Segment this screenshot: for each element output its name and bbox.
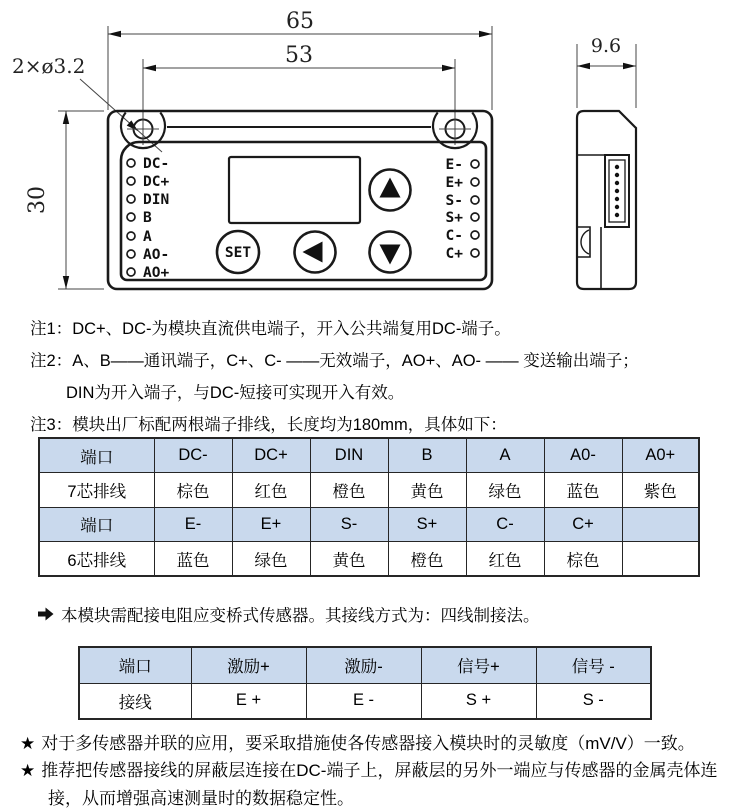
terminal-hole bbox=[127, 213, 135, 221]
dim-value: 65 bbox=[286, 9, 314, 34]
terminal-label: S- bbox=[445, 193, 463, 209]
table-cell: 激励+ bbox=[191, 647, 306, 683]
table-cell: 激励- bbox=[306, 647, 421, 683]
table-cell: 橙色 bbox=[388, 542, 466, 577]
note-label: 注2： bbox=[30, 352, 73, 370]
dim-side-width bbox=[577, 35, 636, 108]
terminal-label: E- bbox=[445, 157, 463, 173]
terminal-label: C- bbox=[445, 228, 463, 244]
terminal-hole bbox=[127, 177, 135, 185]
note-label: 注1： bbox=[30, 320, 73, 338]
terminal-label: A bbox=[143, 229, 152, 245]
note-text: DIN为开入端子，与DC-短接可实现开入有效。 bbox=[66, 384, 405, 402]
table-cell: 端口 bbox=[39, 438, 154, 473]
bridge-wiring-text: 本模块需配接电阻应变桥式传感器。其接线方式为：四线制接法。 bbox=[61, 607, 540, 625]
note-text: DC+、DC-为模块直流供电端子，开入公共端复用DC-端子。 bbox=[72, 320, 511, 338]
table-cell: 黄色 bbox=[310, 542, 388, 577]
table-cell: E- bbox=[154, 507, 232, 542]
table-cell: C+ bbox=[544, 507, 622, 542]
table-cell: S- bbox=[310, 507, 388, 542]
table-cell: 棕色 bbox=[544, 542, 622, 577]
table-cell: 6芯排线 bbox=[39, 542, 154, 577]
table-cell: 蓝色 bbox=[544, 473, 622, 508]
table-cell: 橙色 bbox=[310, 473, 388, 508]
table-row bbox=[79, 647, 651, 683]
table-row bbox=[39, 507, 699, 542]
side-notch bbox=[577, 227, 590, 257]
table-cell: S + bbox=[421, 683, 536, 719]
table-cell: 接线 bbox=[79, 683, 191, 719]
terminal-label: B bbox=[143, 210, 152, 226]
terminal-label: C+ bbox=[445, 246, 463, 262]
terminal-label: AO- bbox=[143, 247, 170, 263]
table-cell: A0+ bbox=[622, 438, 699, 473]
table-cell: S - bbox=[536, 683, 651, 719]
terminal-label: S+ bbox=[445, 210, 463, 226]
left-terminal-block bbox=[127, 156, 169, 281]
table-cell bbox=[622, 542, 699, 577]
terminal-label: E+ bbox=[445, 175, 463, 191]
table-row bbox=[39, 542, 699, 577]
table-cell: 7芯排线 bbox=[39, 473, 154, 508]
footnote-2 bbox=[20, 757, 748, 811]
table-cell: B bbox=[388, 438, 466, 473]
footnote-text: 对于多传感器并联的应用，要采取措施使各传感器接入模块时的灵敏度（mV/V）一致。 bbox=[41, 734, 695, 753]
table-cell: 紫色 bbox=[622, 473, 699, 508]
set-button-drawing bbox=[217, 231, 259, 273]
note-1 bbox=[30, 313, 746, 345]
table-cell bbox=[622, 507, 699, 542]
hole-callout-label: 2×ø3.2 bbox=[12, 54, 86, 78]
table-cell: E - bbox=[306, 683, 421, 719]
note-2-continued bbox=[30, 377, 746, 409]
terminal-hole bbox=[471, 160, 479, 168]
dim-hole-span bbox=[143, 43, 455, 118]
wiring-color-table bbox=[38, 437, 700, 577]
table-cell: 蓝色 bbox=[154, 542, 232, 577]
terminal-hole bbox=[471, 196, 479, 204]
table-cell: DC+ bbox=[232, 438, 310, 473]
table-cell: 信号+ bbox=[421, 647, 536, 683]
terminal-hole bbox=[471, 178, 479, 186]
arrow-bullet-icon bbox=[38, 607, 54, 621]
up-arrow-icon bbox=[380, 178, 401, 198]
front-view-drawing bbox=[108, 111, 492, 289]
right-terminal-block bbox=[446, 157, 479, 262]
table-cell: 黄色 bbox=[388, 473, 466, 508]
dim-value: 9.6 bbox=[590, 35, 622, 57]
table-cell: 绿色 bbox=[232, 542, 310, 577]
footnote-text: 推荐把传感器接线的屏蔽层连接在DC-端子上，屏蔽层的另外一端应与传感器的金属壳体连接，从而增强高速测量时的数据稳定性。 bbox=[41, 761, 718, 808]
terminal-hole bbox=[127, 250, 135, 258]
terminal-hole bbox=[127, 232, 135, 240]
note-2 bbox=[30, 345, 746, 377]
terminal-label: AO+ bbox=[143, 265, 170, 281]
set-button-label: SET bbox=[224, 245, 252, 261]
dim-value: 30 bbox=[25, 186, 50, 214]
front-panel bbox=[121, 142, 486, 280]
table-cell: 端口 bbox=[79, 647, 191, 683]
technical-drawing bbox=[0, 0, 752, 302]
note-text: A、B——通讯端子，C+、C- ——无效端子，AO+、AO- —— 变送输出端子； bbox=[72, 352, 639, 370]
table-cell: DC- bbox=[154, 438, 232, 473]
table-cell: 棕色 bbox=[154, 473, 232, 508]
footnote-1 bbox=[20, 730, 748, 758]
table-cell: A0- bbox=[544, 438, 622, 473]
terminal-label: DC- bbox=[143, 156, 170, 172]
left-arrow-icon bbox=[303, 242, 323, 263]
table-cell: A bbox=[466, 438, 544, 473]
table-cell: 红色 bbox=[466, 542, 544, 577]
notes-block bbox=[30, 313, 746, 441]
terminal-hole bbox=[127, 195, 135, 203]
terminal-label: DC+ bbox=[143, 174, 170, 190]
table-row bbox=[79, 683, 651, 719]
dim-height bbox=[25, 111, 104, 289]
table-cell: C- bbox=[466, 507, 544, 542]
terminal-label: DIN bbox=[143, 192, 170, 208]
star-icon: ★ bbox=[20, 761, 36, 780]
down-arrow-icon bbox=[380, 245, 401, 265]
side-view-drawing bbox=[577, 35, 636, 289]
dim-value: 53 bbox=[285, 43, 313, 68]
table-row bbox=[39, 438, 699, 473]
side-connector bbox=[605, 155, 629, 227]
sensor-wiring-table bbox=[78, 646, 652, 720]
table-cell: 红色 bbox=[232, 473, 310, 508]
bridge-wiring-note bbox=[38, 602, 540, 626]
table-cell: 端口 bbox=[39, 507, 154, 542]
table-cell: S+ bbox=[388, 507, 466, 542]
star-icon: ★ bbox=[20, 734, 36, 753]
terminal-hole bbox=[471, 249, 479, 257]
terminal-hole bbox=[127, 159, 135, 167]
left-button-drawing bbox=[295, 232, 336, 273]
down-button-drawing bbox=[370, 232, 411, 273]
table-row bbox=[39, 473, 699, 508]
table-cell: E+ bbox=[232, 507, 310, 542]
terminal-hole bbox=[127, 268, 135, 276]
table-cell: E + bbox=[191, 683, 306, 719]
table-cell: DIN bbox=[310, 438, 388, 473]
table-cell: 绿色 bbox=[466, 473, 544, 508]
table-cell: 信号 - bbox=[536, 647, 651, 683]
terminal-hole bbox=[471, 213, 479, 221]
terminal-hole bbox=[471, 231, 479, 239]
display-screen bbox=[229, 157, 360, 223]
up-button-drawing bbox=[370, 170, 411, 211]
note-label: 注3： bbox=[30, 416, 73, 434]
note-text: 模块出厂标配两根端子排线，长度均为180mm，具体如下： bbox=[72, 416, 507, 434]
